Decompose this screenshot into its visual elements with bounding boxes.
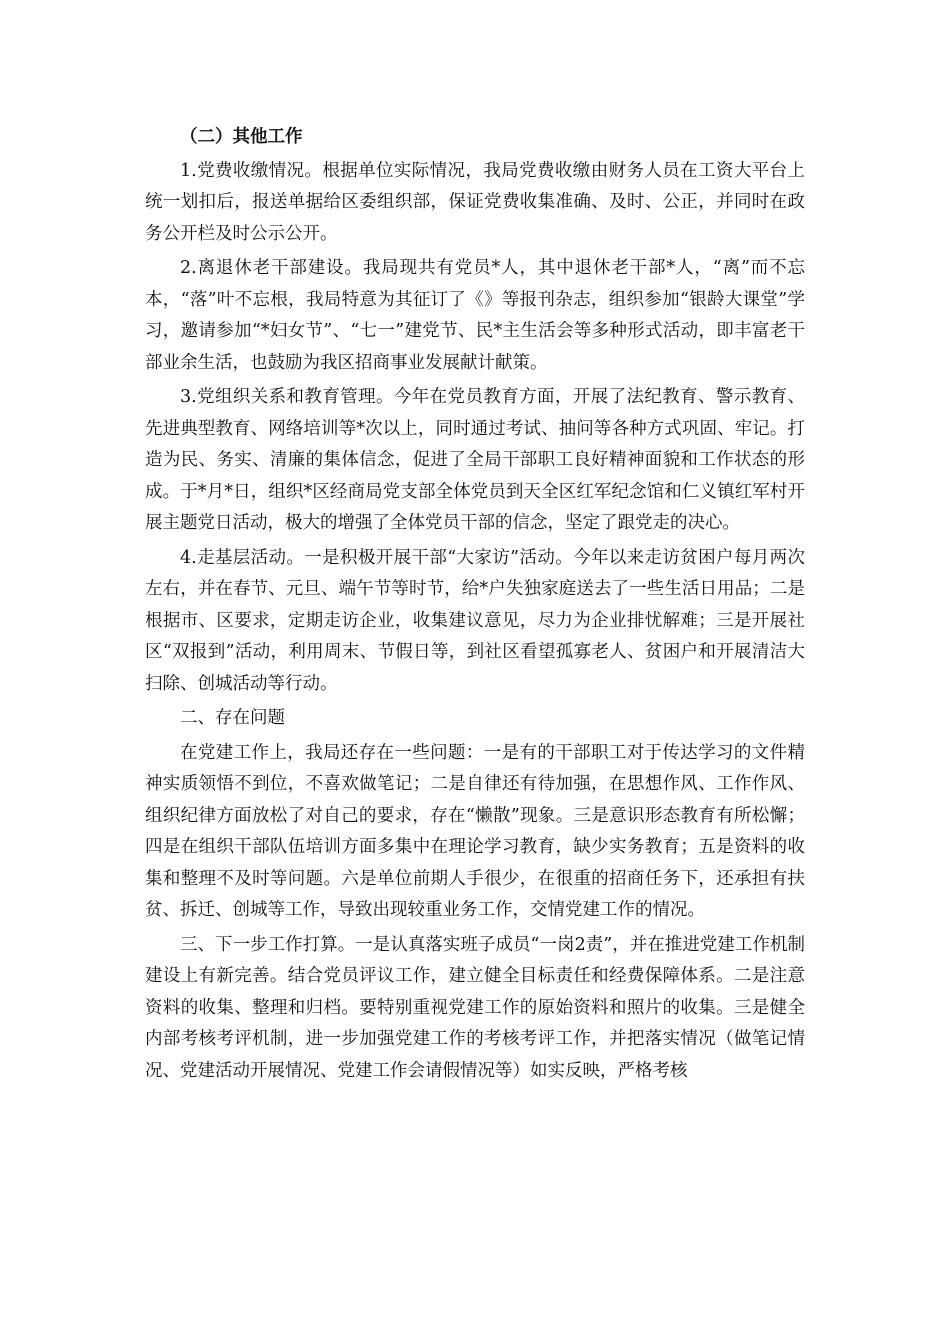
paragraph-next-steps: 三、下一步工作打算。一是认真落实班子成员“一岗2责”，并在推进党建工作机制建设上有新完善。结合党员评议工作，建立健全目标责任和经费保障体系。二是注意资料的收集、整理和归档。要特别重视党建工作的原始资料和照片的收集。三是健全内部考核考评机制，进一步加强党建工作的考核考评工作，并把落实情况（做笔记情况、党建活动开展情况、党建工作会请假情况等）如实反映，严格考核 [145, 934, 805, 1081]
paragraph-problems: 在党建工作上，我局还存在一些问题：一是有的干部职工对于传达学习的文件精神实质领悟不到位，不喜欢做笔记；二是自律还有待加强，在思想作风、工作作风、组织纪律方面放松了对自己的要求，存在“懒散”现象。三是意识形态教育有所松懈；四是在组织干部队伍培训方面多集中在理论学习教育，缺少实务教育；五是资料的收集和整理不及时等问题。六是单位前期人手很少，在很重的招商任务下，还承担有扶贫、拆迁、创城等工作，导致出现较重业务工作，交情党建工作的情况。 [145, 742, 805, 920]
paragraph-retired-cadres: 2.离退休老干部建设。我局现共有党员*人，其中退休老干部*人，“离”而不忘本，“落”叶不忘根，我局特意为其征订了《》等报刊杂志，组织参加“银龄大课堂”学习，邀请参加“*妇女节”、“七一”建党节、民*主生活会等多种形式活动，即丰富老干部业余生活，也鼓励为我区招商事业发展献计献策。 [145, 258, 805, 373]
paragraph-party-fee: 1.党费收缴情况。根据单位实际情况，我局党费收缴由财务人员在工资大平台上统一划扣后，报送单据给区委组织部，保证党费收集准确、及时、公正，并同时在政务公开栏及时公示公开。 [145, 160, 805, 244]
section-title-problems: 二、存在问题 [180, 708, 285, 728]
paragraph-grassroots-activities: 4.走基层活动。一是积极开展干部“大家访”活动。今年以来走访贫困户每月两次左右，并在春节、元旦、端午节等时节，给*户失独家庭送去了一些生活日用品；二是根据市、区要求，定期走访企业，收集建议意见，尽力为企业排忧解难；三是开展社区“双报到”活动，利用周末、节假日等，到社区看望孤寡老人、贫困户和开展清洁大扫除、创城活动等行动。 [145, 547, 805, 694]
document-page [145, 122, 805, 1090]
paragraph-party-education: 3.党组织关系和教育管理。今年在党员教育方面，开展了法纪教育、警示教育、先进典型教育、网络培训等*次以上，同时通过考试、抽问等各种方式巩固、牢记。打造为民、务实、清廉的集体信念，促进了全局干部职工良好精神面貌和工作状态的形成。于*月*日，组织*区经商局党支部全体党员到天全区红军纪念馆和仁义镇红军村开展主题党日活动，极大的增强了全体党员干部的信念，坚定了跟党走的决心。 [145, 387, 805, 533]
section-heading: （二）其他工作 [180, 127, 303, 147]
